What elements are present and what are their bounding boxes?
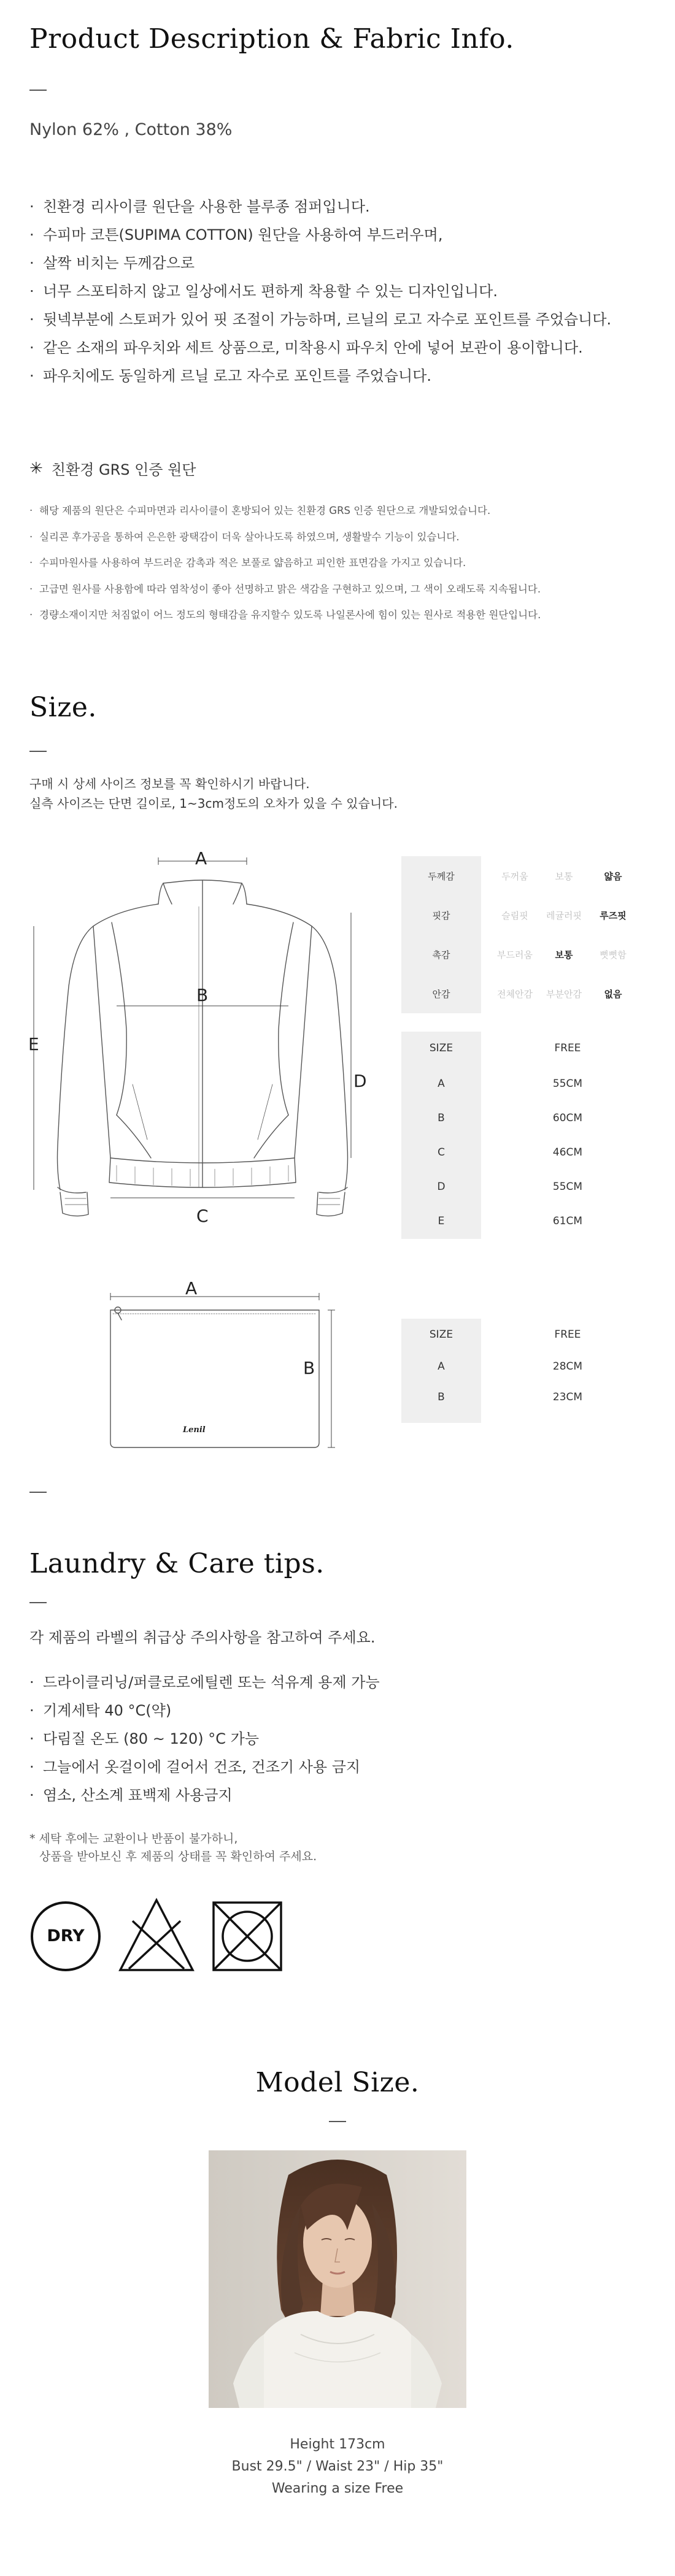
laundry-bullet-list (29, 1668, 380, 1809)
list-item: · 수피마 코튼(SUPIMA COTTON) 원단을 사용하여 부드러우며, (29, 221, 611, 249)
title-divider (29, 90, 47, 91)
model-info (0, 2434, 675, 2500)
list-item: · 해당 제품의 원단은 수피마면과 리사이클이 혼방되어 있는 친환경 GRS 인증 원단으로 개발되었습니다. (29, 498, 541, 524)
fabric-chart-option: 루즈핏 (600, 910, 627, 921)
laundry-notice-line: 상품을 받아보신 후 제품의 상태를 꼭 확인하여 주세요. (39, 1850, 317, 1863)
model-measurements: Bust 29.5" / Waist 23" / Hip 35" (231, 2459, 444, 2474)
fabric-chart-option: 얇음 (604, 871, 622, 882)
laundry-intro: 각 제품의 라벨의 취급상 주의사항을 참고하여 주세요. (29, 1629, 376, 1646)
dry-clean-label: DRY (47, 1926, 85, 1945)
fabric-chart-row-label: 두께감 (428, 871, 455, 882)
fabric-chart-option: 부분안감 (546, 989, 582, 1000)
list-item: · 친환경 리사이클 원단을 사용한 블루종 점퍼입니다. (29, 193, 611, 221)
jacket-dim-a: A (195, 848, 207, 868)
list-item: · 다림질 온도 (80 ~ 120) °C 가능 (29, 1725, 380, 1753)
size-row-label: B (438, 1391, 445, 1403)
grs-bullet-list (29, 498, 541, 629)
laundry-title: Laundry & Care tips. (29, 1548, 325, 1579)
size-row-value: 28CM (552, 1360, 583, 1373)
jacket-dim-e: E (28, 1034, 39, 1054)
no-bleach-icon (117, 1896, 196, 1974)
grs-heading (29, 458, 196, 479)
size-row-value: 46CM (552, 1146, 583, 1159)
size-note-line: 구매 시 상세 사이즈 정보를 꼭 확인하시기 바랍니다. (29, 776, 310, 791)
list-item: · 드라이클리닝/퍼클로로에틸렌 또는 석유계 용제 가능 (29, 1668, 380, 1696)
list-item: · 실리콘 후가공을 통하여 은은한 광택감이 더욱 살아나도록 하였으며, 생활발수 기능이 있습니다. (29, 524, 541, 551)
fabric-chart-option: 두꺼움 (501, 871, 528, 882)
jacket-dim-b: B (196, 985, 209, 1005)
laundry-notice-line: * 세탁 후에는 교환이나 반품이 불가하니, (29, 1832, 238, 1846)
list-item: · 살짝 비치는 두께감으로 (29, 249, 611, 277)
pouch-dim-b: B (303, 1358, 315, 1378)
size-row-value: 61CM (552, 1215, 583, 1227)
jacket-size-header-value: FREE (554, 1042, 581, 1054)
pouch-size-header-value: FREE (554, 1328, 581, 1341)
model-height: Height 173cm (290, 2437, 385, 2452)
size-row-label: A (438, 1360, 445, 1373)
pouch-logo: Lenil (183, 1425, 206, 1435)
jacket-dim-c: C (196, 1206, 209, 1226)
list-item: · 염소, 산소계 표백제 사용금지 (29, 1781, 380, 1809)
size-row-label: B (438, 1112, 445, 1124)
list-item: · 파우치에도 동일하게 르닐 로고 자수로 포인트를 주었습니다. (29, 362, 611, 390)
size-note-line: 실측 사이즈는 단면 길이로, 1~3cm정도의 오차가 있을 수 있습니다. (29, 796, 398, 811)
jacket-size-label-column (401, 1032, 481, 1239)
laundry-notice (29, 1830, 317, 1866)
asterisk-icon: ✳ (29, 459, 43, 478)
fabric-chart-option: 전체안감 (497, 989, 533, 1000)
list-item: · 기계세탁 40 °C(약) (29, 1696, 380, 1725)
list-item: · 같은 소재의 파우치와 세트 상품으로, 미착용시 파우치 안에 넣어 보관이 용이합니다. (29, 334, 611, 362)
fabric-chart-option: 보통 (555, 871, 573, 882)
jacket-dim-d: D (353, 1071, 367, 1091)
list-item: · 그늘에서 옷걸이에 걸어서 건조, 건조기 사용 금지 (29, 1753, 380, 1781)
fabric-chart-option: 레귤러핏 (546, 910, 582, 921)
jacket-diagram (25, 851, 380, 1244)
pouch-size-header-label: SIZE (429, 1328, 453, 1341)
size-row-value: 23CM (552, 1391, 583, 1403)
model-photo (209, 2150, 466, 2408)
list-item: · 고급면 원사를 사용함에 따라 염착성이 좋아 선명하고 맑은 색감을 구현하고 있으며, 그 색이 오래도록 지속됩니다. (29, 577, 541, 603)
dry-clean-icon (29, 1900, 102, 1972)
size-row-label: A (438, 1078, 445, 1090)
size-row-value: 60CM (552, 1112, 583, 1124)
list-item: · 뒷넥부분에 스토퍼가 있어 핏 조절이 가능하며, 르닐의 로고 자수로 포인트를 주었습니다. (29, 305, 611, 334)
size-row-value: 55CM (552, 1181, 583, 1193)
fabric-chart-row-label: 안감 (432, 989, 450, 1000)
model-wearing-size: Wearing a size Free (271, 2481, 404, 2496)
list-item: · 너무 스포티하지 않고 일상에서도 편하게 착용할 수 있는 디자인입니다. (29, 277, 611, 305)
fabric-chart-row-label: 핏감 (432, 910, 450, 921)
fabric-bullet-list (29, 193, 611, 390)
fabric-chart-row-label: 촉감 (432, 949, 450, 960)
fabric-composition: Nylon 62% , Cotton 38% (29, 120, 233, 139)
fabric-chart-option: 보통 (555, 949, 573, 960)
pouch-dim-a: A (185, 1278, 198, 1298)
size-row-label: D (437, 1181, 446, 1193)
model-divider (329, 2121, 346, 2122)
laundry-top-divider (29, 1492, 47, 1493)
no-tumble-dry-icon (211, 1900, 284, 1972)
grs-title: 친환경 GRS 인증 원단 (51, 461, 196, 478)
fabric-chart-option: 슬림핏 (501, 910, 528, 921)
model-title: Model Size. (255, 2067, 420, 2098)
list-item: · 수피마원사를 사용하여 부드러운 감촉과 적은 보풀로 얇음하고 피인한 표면감을 가지고 있습니다. (29, 550, 541, 577)
jacket-size-header-label: SIZE (429, 1042, 453, 1054)
size-note (29, 774, 398, 813)
fabric-chart-option: 없음 (604, 989, 622, 1000)
fabric-chart-option: 뻣뻣함 (600, 949, 627, 960)
fabric-title: Product Description & Fabric Info. (29, 23, 514, 55)
size-row-value: 55CM (552, 1078, 583, 1090)
list-item: · 경량소재이지만 처짐없이 어느 정도의 형태감을 유지할수 있도록 나일론사에 힘이 있는 원사로 적용한 원단입니다. (29, 602, 541, 629)
fabric-chart-option: 부드러움 (497, 949, 533, 960)
laundry-divider (29, 1602, 47, 1603)
size-row-label: E (438, 1215, 445, 1227)
size-divider (29, 751, 47, 752)
size-title: Size. (29, 692, 97, 723)
size-row-label: C (438, 1146, 445, 1159)
